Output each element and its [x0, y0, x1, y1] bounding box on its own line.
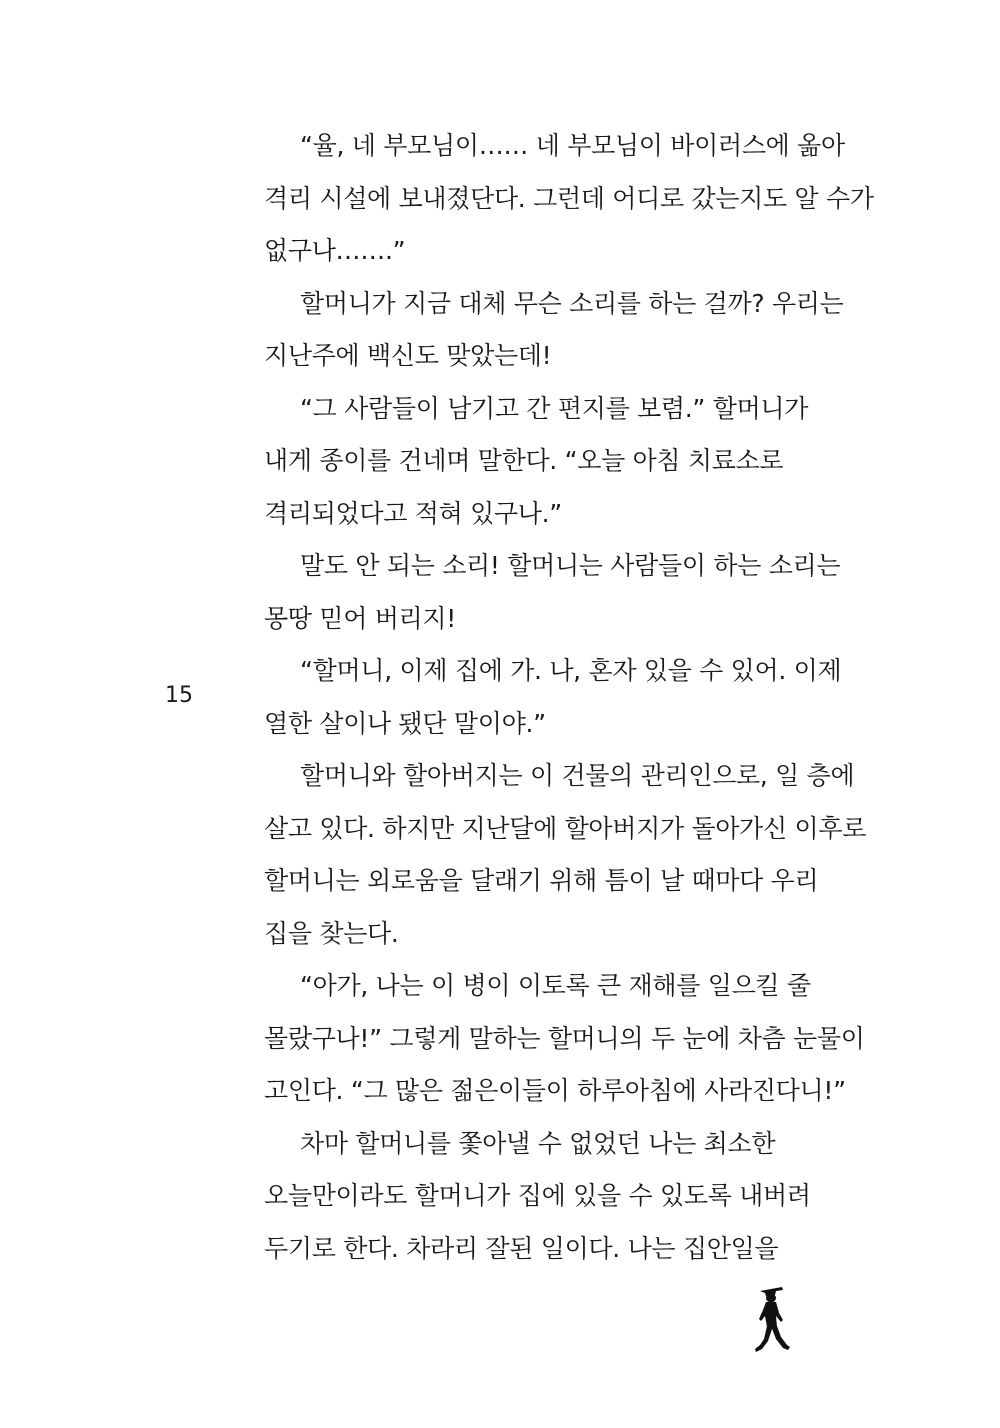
- text-line: “그 사람들이 남기고 간 편지를 보렴.” 할머니가: [300, 393, 809, 423]
- page-number: 15: [165, 683, 193, 708]
- text-line: 집을 찾는다.: [264, 918, 399, 948]
- text-line: 차마 할머니를 쫓아낼 수 없었던 나는 최소한: [300, 1128, 776, 1158]
- text-line: “율, 네 부모님이…… 네 부모님이 바이러스에 옮아: [300, 131, 845, 160]
- text-line: 격리 시설에 보내졌단다. 그런데 어디로 갔는지도 알 수가: [264, 183, 874, 213]
- text-line: 두기로 한다. 차라리 잘된 일이다. 나는 집안일을: [264, 1233, 779, 1263]
- text-line: 고인다. “그 많은 젊은이들이 하루아침에 사라진다니!”: [264, 1076, 846, 1105]
- text-line: 몰랐구나!” 그렇게 말하는 할머니의 두 눈에 차츰 눈물이: [264, 1023, 865, 1053]
- text-line: “할머니, 이제 집에 가. 나, 혼자 있을 수 있어. 이제: [300, 656, 842, 685]
- text-line: 몽땅 믿어 버리지!: [264, 603, 456, 633]
- text-line: 없구나…….”: [264, 236, 406, 265]
- text-line: 말도 안 되는 소리! 할머니는 사람들이 하는 소리는: [300, 551, 841, 580]
- text-line: “아가, 나는 이 병이 이토록 큰 재해를 일으킬 줄: [300, 971, 811, 1000]
- text-line: 지난주에 백신도 맞았는데!: [264, 341, 552, 370]
- body-text: [264, 120, 904, 1275]
- text-line: 할머니는 외로움을 달래기 위해 틈이 날 때마다 우리: [264, 866, 819, 895]
- text-line: 열한 살이나 됐단 말이야.”: [264, 708, 546, 738]
- text-line: 살고 있다. 하지만 지난달에 할아버지가 돌아가신 이후로: [264, 813, 867, 843]
- text-line: 내게 종이를 건네며 말한다. “오늘 아침 치료소로: [264, 446, 784, 475]
- text-line: 할머니가 지금 대체 무슨 소리를 하는 걸까? 우리는: [300, 288, 844, 318]
- text-line: 오늘만이라도 할머니가 집에 있을 수 있도록 내버려: [264, 1181, 811, 1210]
- text-line: 할머니와 할아버지는 이 건물의 관리인으로, 일 층에: [300, 761, 855, 790]
- running-man-icon: [752, 1283, 794, 1357]
- text-line: 격리되었다고 적혀 있구나.”: [264, 498, 562, 528]
